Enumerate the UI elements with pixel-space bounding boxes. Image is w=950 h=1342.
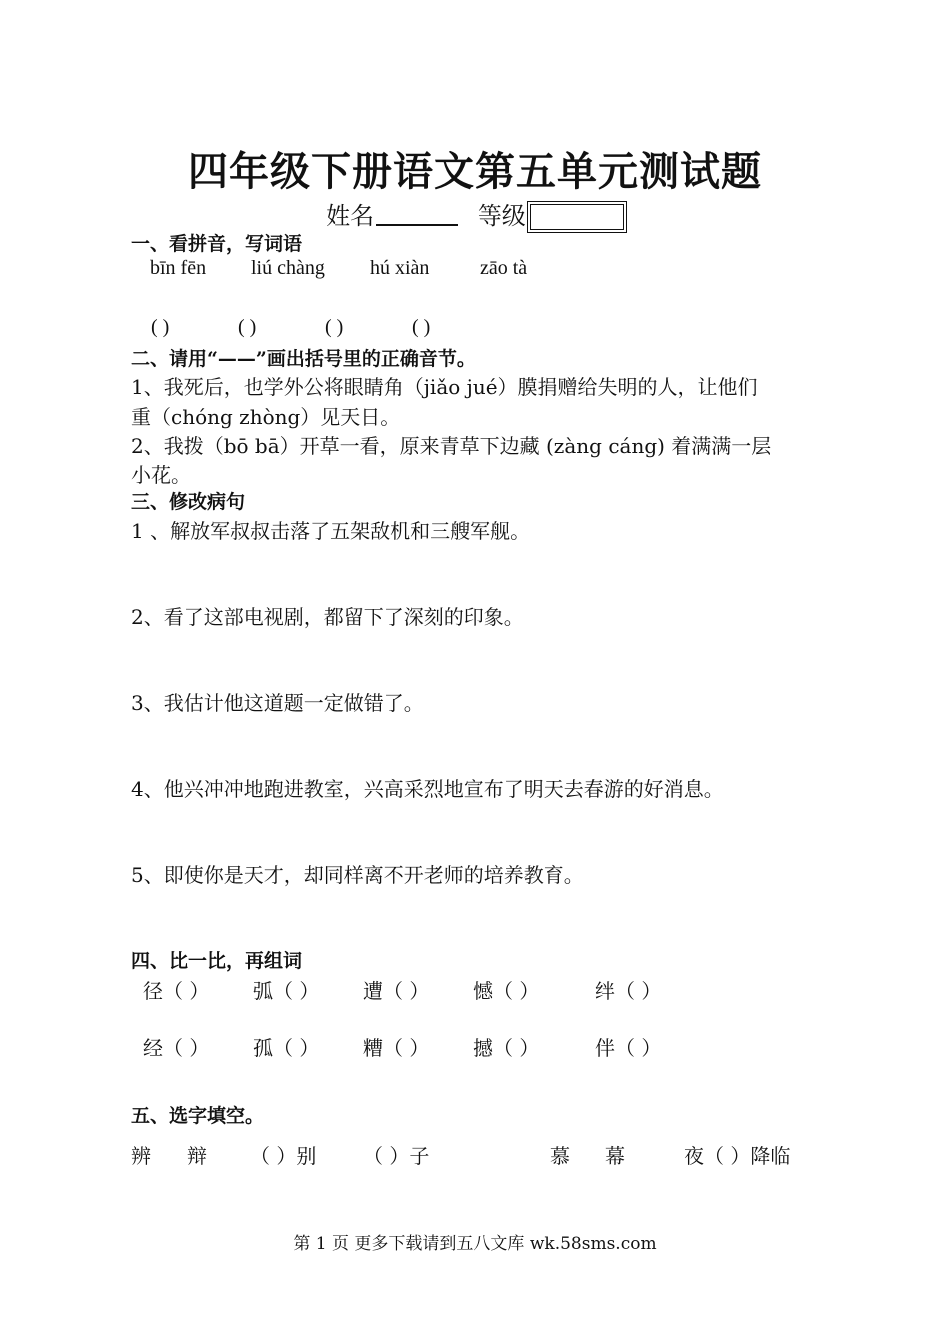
answer-paren-4[interactable]: ( ) (412, 316, 431, 338)
choice-char-bian1: 辨 (131, 1144, 151, 1168)
name-blank[interactable] (376, 224, 458, 226)
pinyin-3: hú xiàn (370, 257, 430, 279)
section3-heading: 三、修改病句 (131, 491, 246, 513)
sentence-item-2: 2、看了这部电视剧，都留下了深刻的印象。 (131, 605, 524, 629)
section2-line-2: 重（chóng zhòng）见天日。 (131, 405, 401, 429)
word-group-5a[interactable]: 绊（ ） (595, 979, 662, 1003)
fill-blank-bie[interactable]: （ ）别 (250, 1144, 317, 1168)
fill-blank-jianglin[interactable]: 夜（ ）降临 (684, 1144, 791, 1168)
choice-char-mu1: 慕 (550, 1144, 570, 1168)
section2-line-1: 1、我死后，也学外公将眼睛角（jiǎo jué）膜捐赠给失明的人，让他们 (131, 375, 758, 399)
section2-line-4: 小花。 (131, 463, 191, 487)
pinyin-2: liú chàng (251, 257, 325, 279)
page-title: 四年级下册语文第五单元测试题 (188, 148, 762, 195)
choice-char-mu2: 幕 (605, 1144, 625, 1168)
word-group-2a[interactable]: 弧（ ） (253, 979, 320, 1003)
grade-label: 等级 (477, 202, 526, 230)
section2-heading: 二、请用“——”画出括号里的正确音节。 (131, 348, 476, 370)
word-group-3b[interactable]: 糟（ ） (363, 1036, 430, 1060)
word-group-1b[interactable]: 经（ ） (143, 1036, 210, 1060)
sentence-item-1: 1 、解放军叔叔击落了五架敌机和三艘军舰。 (131, 519, 531, 543)
word-group-4b[interactable]: 撼（ ） (473, 1036, 540, 1060)
section5-heading: 五、选字填空。 (131, 1105, 265, 1127)
pinyin-4: zāo tà (480, 257, 528, 279)
sentence-item-5: 5、即使你是天才，却同样离不开老师的培养教育。 (131, 863, 584, 887)
section4-heading: 四、比一比，再组词 (131, 950, 303, 972)
section1-heading: 一、看拼音，写词语 (131, 233, 303, 255)
answer-paren-2[interactable]: ( ) (238, 316, 257, 338)
pinyin-1: bīn fēn (150, 257, 207, 279)
word-group-1a[interactable]: 径（ ） (143, 979, 210, 1003)
sentence-item-4: 4、他兴冲冲地跑进教室，兴高采烈地宣布了明天去春游的好消息。 (131, 777, 724, 801)
word-group-4a[interactable]: 憾（ ） (473, 979, 540, 1003)
sentence-item-3: 3、我估计他这道题一定做错了。 (131, 691, 424, 715)
answer-paren-3[interactable]: ( ) (325, 316, 344, 338)
word-group-5b[interactable]: 伴（ ） (595, 1036, 662, 1060)
page-footer: 第 1 页 更多下载请到五八文库 wk.58sms.com (293, 1234, 657, 1254)
fill-blank-zi[interactable]: （ ）子 (363, 1144, 430, 1168)
section2-line-3: 2、我拨（bō bā）开草一看，原来青草下边藏 (zàng cáng) 着满满一层 (131, 434, 772, 458)
name-label: 姓名 (326, 202, 375, 230)
name-grade-line (0, 196, 950, 231)
choice-char-bian2: 辩 (187, 1144, 207, 1168)
word-group-3a[interactable]: 遭（ ） (363, 979, 430, 1003)
answer-paren-1[interactable]: ( ) (151, 316, 170, 338)
grade-box[interactable] (530, 204, 624, 230)
word-group-2b[interactable]: 孤（ ） (253, 1036, 320, 1060)
